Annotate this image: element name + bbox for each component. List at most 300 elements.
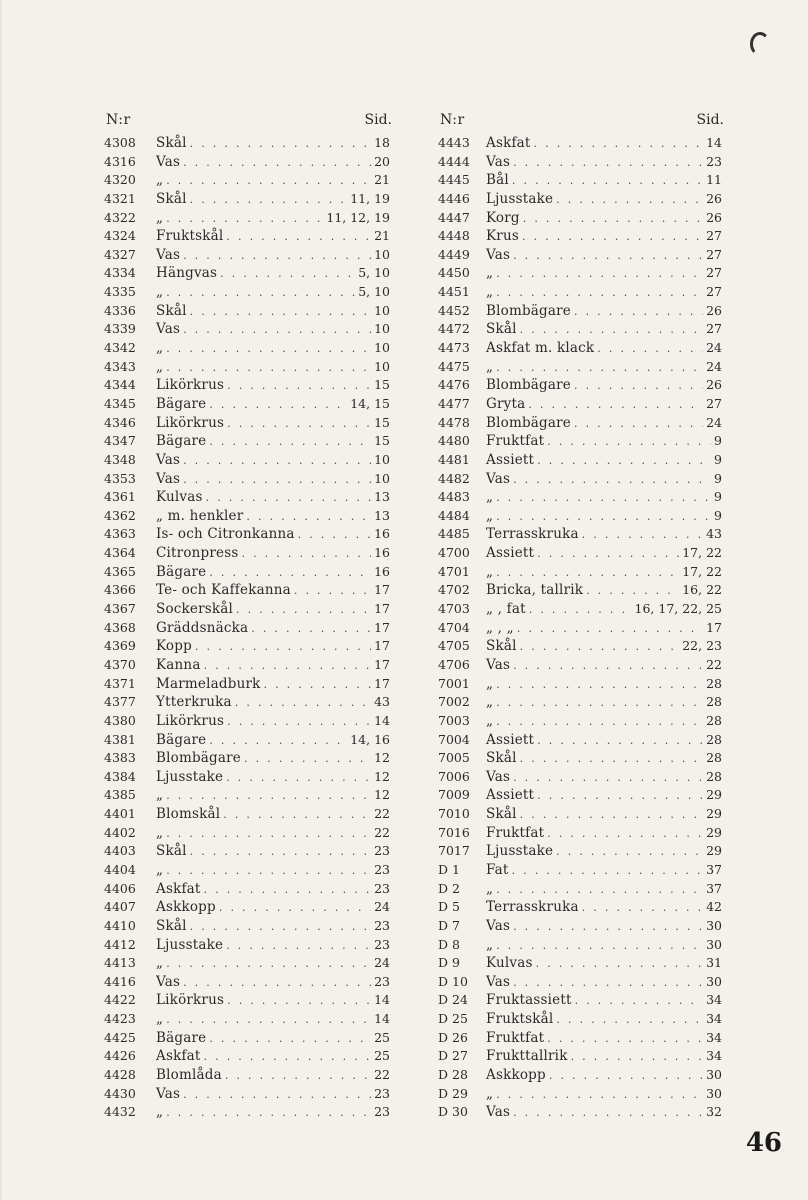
index-row: [438, 264, 722, 283]
index-row: [438, 731, 722, 750]
item-number: 4402: [104, 824, 136, 840]
page-references: 34: [706, 1011, 722, 1027]
index-row: [438, 786, 722, 805]
item-number: 4343: [104, 358, 136, 374]
dot-leader: [520, 638, 680, 656]
item-description: Krus: [486, 228, 519, 245]
item-description: Kulvas: [156, 489, 203, 506]
item-description: Ljusstake: [486, 843, 554, 860]
item-description: Blombägare: [486, 414, 571, 431]
page-references: 29: [706, 824, 722, 840]
item-description: Kulvas: [486, 955, 533, 972]
dot-leader: [244, 750, 371, 768]
page-references: 23: [374, 973, 390, 989]
page-references: 23: [374, 1085, 390, 1101]
index-row: [104, 227, 390, 246]
column-header: [438, 112, 722, 134]
dot-leader: [183, 452, 371, 470]
page-references: 26: [706, 302, 722, 318]
item-number: D 24: [438, 992, 468, 1008]
page-references: 16: [374, 563, 390, 579]
item-description: „: [156, 358, 164, 375]
index-row: [104, 954, 390, 973]
dot-leader: [226, 228, 371, 246]
item-number: 4347: [104, 433, 136, 449]
item-description: „ , „: [486, 619, 514, 636]
index-row: [438, 805, 722, 824]
dot-leader: [496, 1086, 703, 1104]
dot-leader: [537, 452, 711, 470]
dot-leader: [496, 937, 703, 955]
item-number: 4342: [104, 340, 136, 356]
item-description: Terrasskruka: [486, 899, 579, 916]
page-references: 27: [706, 321, 722, 337]
page-references: 28: [706, 712, 722, 728]
item-description: Vas: [156, 973, 181, 990]
item-number: 4364: [104, 545, 136, 561]
page-references: 17: [374, 638, 390, 654]
item-description: Vas: [486, 656, 511, 673]
item-description: Vas: [156, 321, 181, 338]
page-references: 22: [706, 656, 722, 672]
item-number: 7017: [438, 843, 470, 859]
page-references: 28: [706, 675, 722, 691]
dot-leader: [537, 732, 703, 750]
item-description: Terrasskruka: [486, 526, 579, 543]
dot-leader: [190, 135, 371, 153]
index-row: [438, 1085, 722, 1104]
index-row: [104, 693, 390, 712]
item-description: Askkopp: [156, 899, 216, 916]
item-description: Bricka, tallrik: [486, 582, 584, 599]
item-number: 4344: [104, 377, 136, 393]
item-description: Bål: [486, 172, 509, 189]
item-description: Bägare: [156, 563, 207, 580]
item-number: 4316: [104, 153, 136, 169]
item-description: Skål: [156, 135, 187, 151]
index-row: [104, 675, 390, 694]
page-references: 10: [374, 246, 390, 262]
index-row: [104, 936, 390, 955]
page-references: 11, 19: [350, 190, 390, 206]
dot-leader: [547, 1030, 703, 1048]
item-number: 4449: [438, 246, 470, 262]
item-number: 4321: [104, 190, 136, 206]
dot-leader: [496, 713, 703, 731]
dot-leader: [190, 843, 371, 861]
page-references: 37: [706, 880, 722, 896]
index-row: [104, 712, 390, 731]
item-number: 7004: [438, 731, 470, 747]
item-description: Vas: [486, 470, 511, 487]
dot-leader: [227, 992, 371, 1010]
item-number: 7009: [438, 787, 470, 803]
index-row: [438, 395, 722, 414]
item-number: 4483: [438, 489, 470, 505]
page-references: 28: [706, 694, 722, 710]
item-description: Vas: [486, 973, 511, 990]
dot-leader: [537, 787, 703, 805]
dot-leader: [517, 620, 703, 638]
page-references: 9: [714, 507, 722, 523]
page-references: 26: [706, 190, 722, 206]
dot-leader: [513, 154, 703, 172]
dot-leader: [223, 806, 371, 824]
page-references: 30: [706, 973, 722, 989]
dot-leader: [513, 471, 711, 489]
index-row: [438, 1103, 722, 1122]
item-number: 4425: [104, 1029, 136, 1045]
item-description: Askkopp: [486, 1067, 546, 1084]
index-row: [438, 656, 722, 675]
index-row: [438, 1066, 722, 1085]
dot-leader: [206, 489, 371, 507]
page-references: 23: [374, 880, 390, 896]
item-description: Fruktfat: [486, 824, 545, 841]
dot-leader: [204, 881, 372, 899]
dot-leader: [571, 1048, 704, 1066]
item-number: D 25: [438, 1011, 468, 1027]
item-description: „: [156, 1104, 164, 1121]
page-references: 22: [374, 806, 390, 822]
item-description: Is- och Citronkanna: [156, 526, 295, 543]
page-references: 14, 15: [350, 395, 390, 411]
dot-leader: [574, 303, 703, 321]
index-row: [438, 898, 722, 917]
item-description: Gräddsnäcka: [156, 619, 249, 636]
page-references: 26: [706, 377, 722, 393]
index-row: [438, 675, 722, 694]
page-references: 24: [374, 899, 390, 915]
index-row: [438, 507, 722, 526]
page-references: 31: [706, 955, 722, 971]
item-description: Assiett: [486, 545, 535, 562]
dot-leader: [183, 974, 371, 992]
item-description: „ , fat: [486, 601, 526, 618]
item-number: 4346: [104, 414, 136, 430]
index-row: [104, 134, 390, 153]
page-references: 26: [706, 209, 722, 225]
page-references: 9: [714, 470, 722, 486]
item-number: 4444: [438, 153, 470, 169]
item-description: „: [486, 712, 494, 729]
dot-leader: [513, 247, 703, 265]
item-description: Kopp: [156, 638, 192, 655]
page-references: 16: [374, 545, 390, 561]
index-row: [104, 768, 390, 787]
index-column-left: [104, 112, 390, 1122]
index-row: [104, 842, 390, 861]
page-references: 30: [706, 936, 722, 952]
dot-leader: [574, 377, 703, 395]
item-number: 4485: [438, 526, 470, 542]
page-references: 28: [706, 768, 722, 784]
item-description: Frukttallrik: [486, 1048, 568, 1065]
index-row: [104, 525, 390, 544]
dot-leader: [294, 582, 371, 600]
index-row: [104, 1010, 390, 1029]
item-number: 4381: [104, 731, 136, 747]
item-description: Skål: [156, 190, 187, 207]
page-references: 10: [374, 451, 390, 467]
item-number: 7006: [438, 768, 470, 784]
item-description: Vas: [156, 451, 181, 468]
item-description: Blombägare: [486, 377, 571, 394]
index-row: [104, 917, 390, 936]
item-number: 4477: [438, 395, 470, 411]
item-number: 4473: [438, 340, 470, 356]
index-row: [438, 861, 722, 880]
index-column-right: [438, 112, 722, 1122]
page-references: 43: [706, 526, 722, 542]
page-references: 20: [374, 153, 390, 169]
page-references: 17, 22: [682, 545, 722, 561]
index-row: [104, 302, 390, 321]
dot-leader: [195, 638, 371, 656]
page-references: 23: [706, 153, 722, 169]
index-row: [104, 600, 390, 619]
page-references: 42: [706, 899, 722, 915]
dot-leader: [183, 247, 371, 265]
index-row: [438, 936, 722, 955]
dot-leader: [496, 284, 703, 302]
index-row: [438, 525, 722, 544]
item-number: 4377: [104, 694, 136, 710]
dot-leader: [513, 1104, 703, 1122]
item-description: Vas: [486, 153, 511, 170]
page-references: 17: [374, 675, 390, 691]
page-references: 18: [374, 135, 390, 150]
item-number: 7010: [438, 806, 470, 822]
item-description: Marmeladburk: [156, 675, 261, 692]
item-description: Sockerskål: [156, 601, 234, 618]
item-number: 4700: [438, 545, 470, 561]
header-number: N:r: [106, 112, 131, 128]
index-row: [104, 451, 390, 470]
index-row: [104, 973, 390, 992]
dot-leader: [597, 340, 703, 358]
item-number: 4484: [438, 507, 470, 523]
item-number: D 1: [438, 861, 460, 877]
page-references: 29: [706, 806, 722, 822]
item-number: D 9: [438, 955, 460, 971]
dot-leader: [219, 899, 371, 917]
index-row: [104, 414, 390, 433]
index-row: [104, 805, 390, 824]
item-number: 4335: [104, 284, 136, 300]
item-description: „: [486, 284, 494, 301]
item-description: Ljusstake: [156, 768, 224, 785]
item-number: 4704: [438, 619, 470, 635]
item-number: 4324: [104, 228, 136, 244]
page-references: 9: [714, 433, 722, 449]
dot-leader: [242, 545, 372, 563]
item-description: Likörkrus: [156, 414, 225, 431]
item-description: Vas: [486, 768, 511, 785]
dot-leader: [246, 508, 371, 526]
dot-leader: [209, 1030, 371, 1048]
dot-leader: [209, 433, 371, 451]
item-number: 4432: [104, 1104, 136, 1120]
index-row: [438, 1047, 722, 1066]
index-row: [438, 320, 722, 339]
dot-leader: [513, 657, 703, 675]
index-row: [438, 246, 722, 265]
item-number: 4423: [104, 1011, 136, 1027]
item-description: Skål: [486, 806, 517, 823]
item-number: 4701: [438, 563, 470, 579]
item-description: „: [156, 172, 164, 189]
item-number: D 8: [438, 936, 460, 952]
header-number: N:r: [440, 112, 465, 128]
item-description: Fruktskål: [156, 228, 224, 245]
item-number: 4385: [104, 787, 136, 803]
index-row: [438, 917, 722, 936]
index-row: [438, 768, 722, 787]
item-number: 4404: [104, 861, 136, 877]
dot-leader: [556, 843, 703, 861]
item-description: Ljusstake: [156, 936, 224, 953]
page-references: 15: [374, 433, 390, 449]
item-description: „: [486, 489, 494, 506]
page-references: 23: [374, 936, 390, 952]
item-number: 4472: [438, 321, 470, 337]
dot-leader: [523, 210, 703, 228]
index-row: [438, 451, 722, 470]
item-description: „: [156, 824, 164, 841]
dot-leader: [547, 825, 703, 843]
page-references: 16, 22: [682, 582, 722, 598]
item-description: Ljusstake: [486, 190, 554, 207]
item-description: Likörkrus: [156, 712, 225, 729]
dot-leader: [520, 750, 703, 768]
dot-leader: [513, 974, 703, 992]
item-description: Bägare: [156, 395, 207, 412]
page-references: 9: [714, 489, 722, 505]
item-number: 4334: [104, 265, 136, 281]
dot-leader: [166, 1104, 371, 1122]
item-description: Assiett: [486, 731, 535, 748]
index-row: [438, 153, 722, 172]
item-description: Ytterkruka: [156, 694, 232, 711]
index-row: [438, 749, 722, 768]
item-description: Likörkrus: [156, 992, 225, 1009]
page-references: 23: [374, 861, 390, 877]
dot-leader: [582, 899, 703, 917]
page-references: 14: [706, 135, 722, 150]
item-description: Skål: [486, 638, 517, 655]
index-row: [104, 656, 390, 675]
item-description: Skål: [156, 843, 187, 860]
dot-leader: [166, 284, 355, 302]
dot-leader: [496, 265, 703, 283]
index-row: [438, 619, 722, 638]
item-description: Vas: [156, 246, 181, 263]
item-number: 4383: [104, 750, 136, 766]
page-references: 11: [706, 172, 722, 188]
dot-leader: [549, 1067, 703, 1085]
index-row: [104, 171, 390, 190]
item-description: „: [156, 787, 164, 804]
item-number: 4446: [438, 190, 470, 206]
dot-leader: [227, 415, 371, 433]
item-number: 4345: [104, 395, 136, 411]
item-number: 4452: [438, 302, 470, 318]
dot-leader: [534, 135, 704, 153]
item-number: D 2: [438, 880, 460, 896]
index-row: [438, 171, 722, 190]
page-references: 25: [374, 1048, 390, 1064]
dot-leader: [190, 303, 371, 321]
item-number: 4480: [438, 433, 470, 449]
page-references: 9: [714, 451, 722, 467]
dot-leader: [536, 955, 703, 973]
item-description: Askfat: [156, 1048, 201, 1065]
page-references: 17: [374, 656, 390, 672]
item-description: Vas: [486, 246, 511, 263]
item-description: Bägare: [156, 433, 207, 450]
index-row: [104, 283, 390, 302]
dot-leader: [166, 862, 371, 880]
index-row: [438, 209, 722, 228]
dot-leader: [209, 732, 347, 750]
dot-leader: [227, 377, 371, 395]
index-row: [104, 861, 390, 880]
dot-leader: [190, 191, 348, 209]
index-row: [104, 1029, 390, 1048]
item-number: 4365: [104, 563, 136, 579]
page-references: 34: [706, 1029, 722, 1045]
page-references: 14: [374, 1011, 390, 1027]
item-description: Korg: [486, 209, 520, 226]
item-description: „: [486, 880, 494, 897]
item-description: „: [486, 358, 494, 375]
item-number: D 28: [438, 1067, 468, 1083]
item-description: Vas: [156, 1085, 181, 1102]
index-row: [104, 731, 390, 750]
dot-leader: [251, 620, 371, 638]
item-number: 4476: [438, 377, 470, 393]
item-number: 4362: [104, 507, 136, 523]
page-references: 28: [706, 731, 722, 747]
page-references: 29: [706, 787, 722, 803]
item-description: Vas: [156, 153, 181, 170]
page-references: 34: [706, 992, 722, 1008]
item-description: Blomskål: [156, 806, 221, 823]
item-number: 4702: [438, 582, 470, 598]
item-description: Citronpress: [156, 545, 239, 562]
item-number: 4448: [438, 228, 470, 244]
item-description: „: [486, 563, 494, 580]
item-description: Vas: [486, 1104, 511, 1121]
index-row: [438, 1010, 722, 1029]
index-row: [104, 563, 390, 582]
item-number: 4703: [438, 601, 470, 617]
page-references: 14: [374, 992, 390, 1008]
item-number: 4336: [104, 302, 136, 318]
dot-leader: [537, 545, 679, 563]
dot-leader: [166, 340, 371, 358]
item-description: Vas: [156, 470, 181, 487]
dot-leader: [204, 657, 372, 675]
index-row: [438, 283, 722, 302]
page-references: 14: [374, 712, 390, 728]
page-references: 27: [706, 246, 722, 262]
index-row: [438, 227, 722, 246]
index-row: [438, 991, 722, 1010]
item-number: 4369: [104, 638, 136, 654]
index-row: [104, 246, 390, 265]
